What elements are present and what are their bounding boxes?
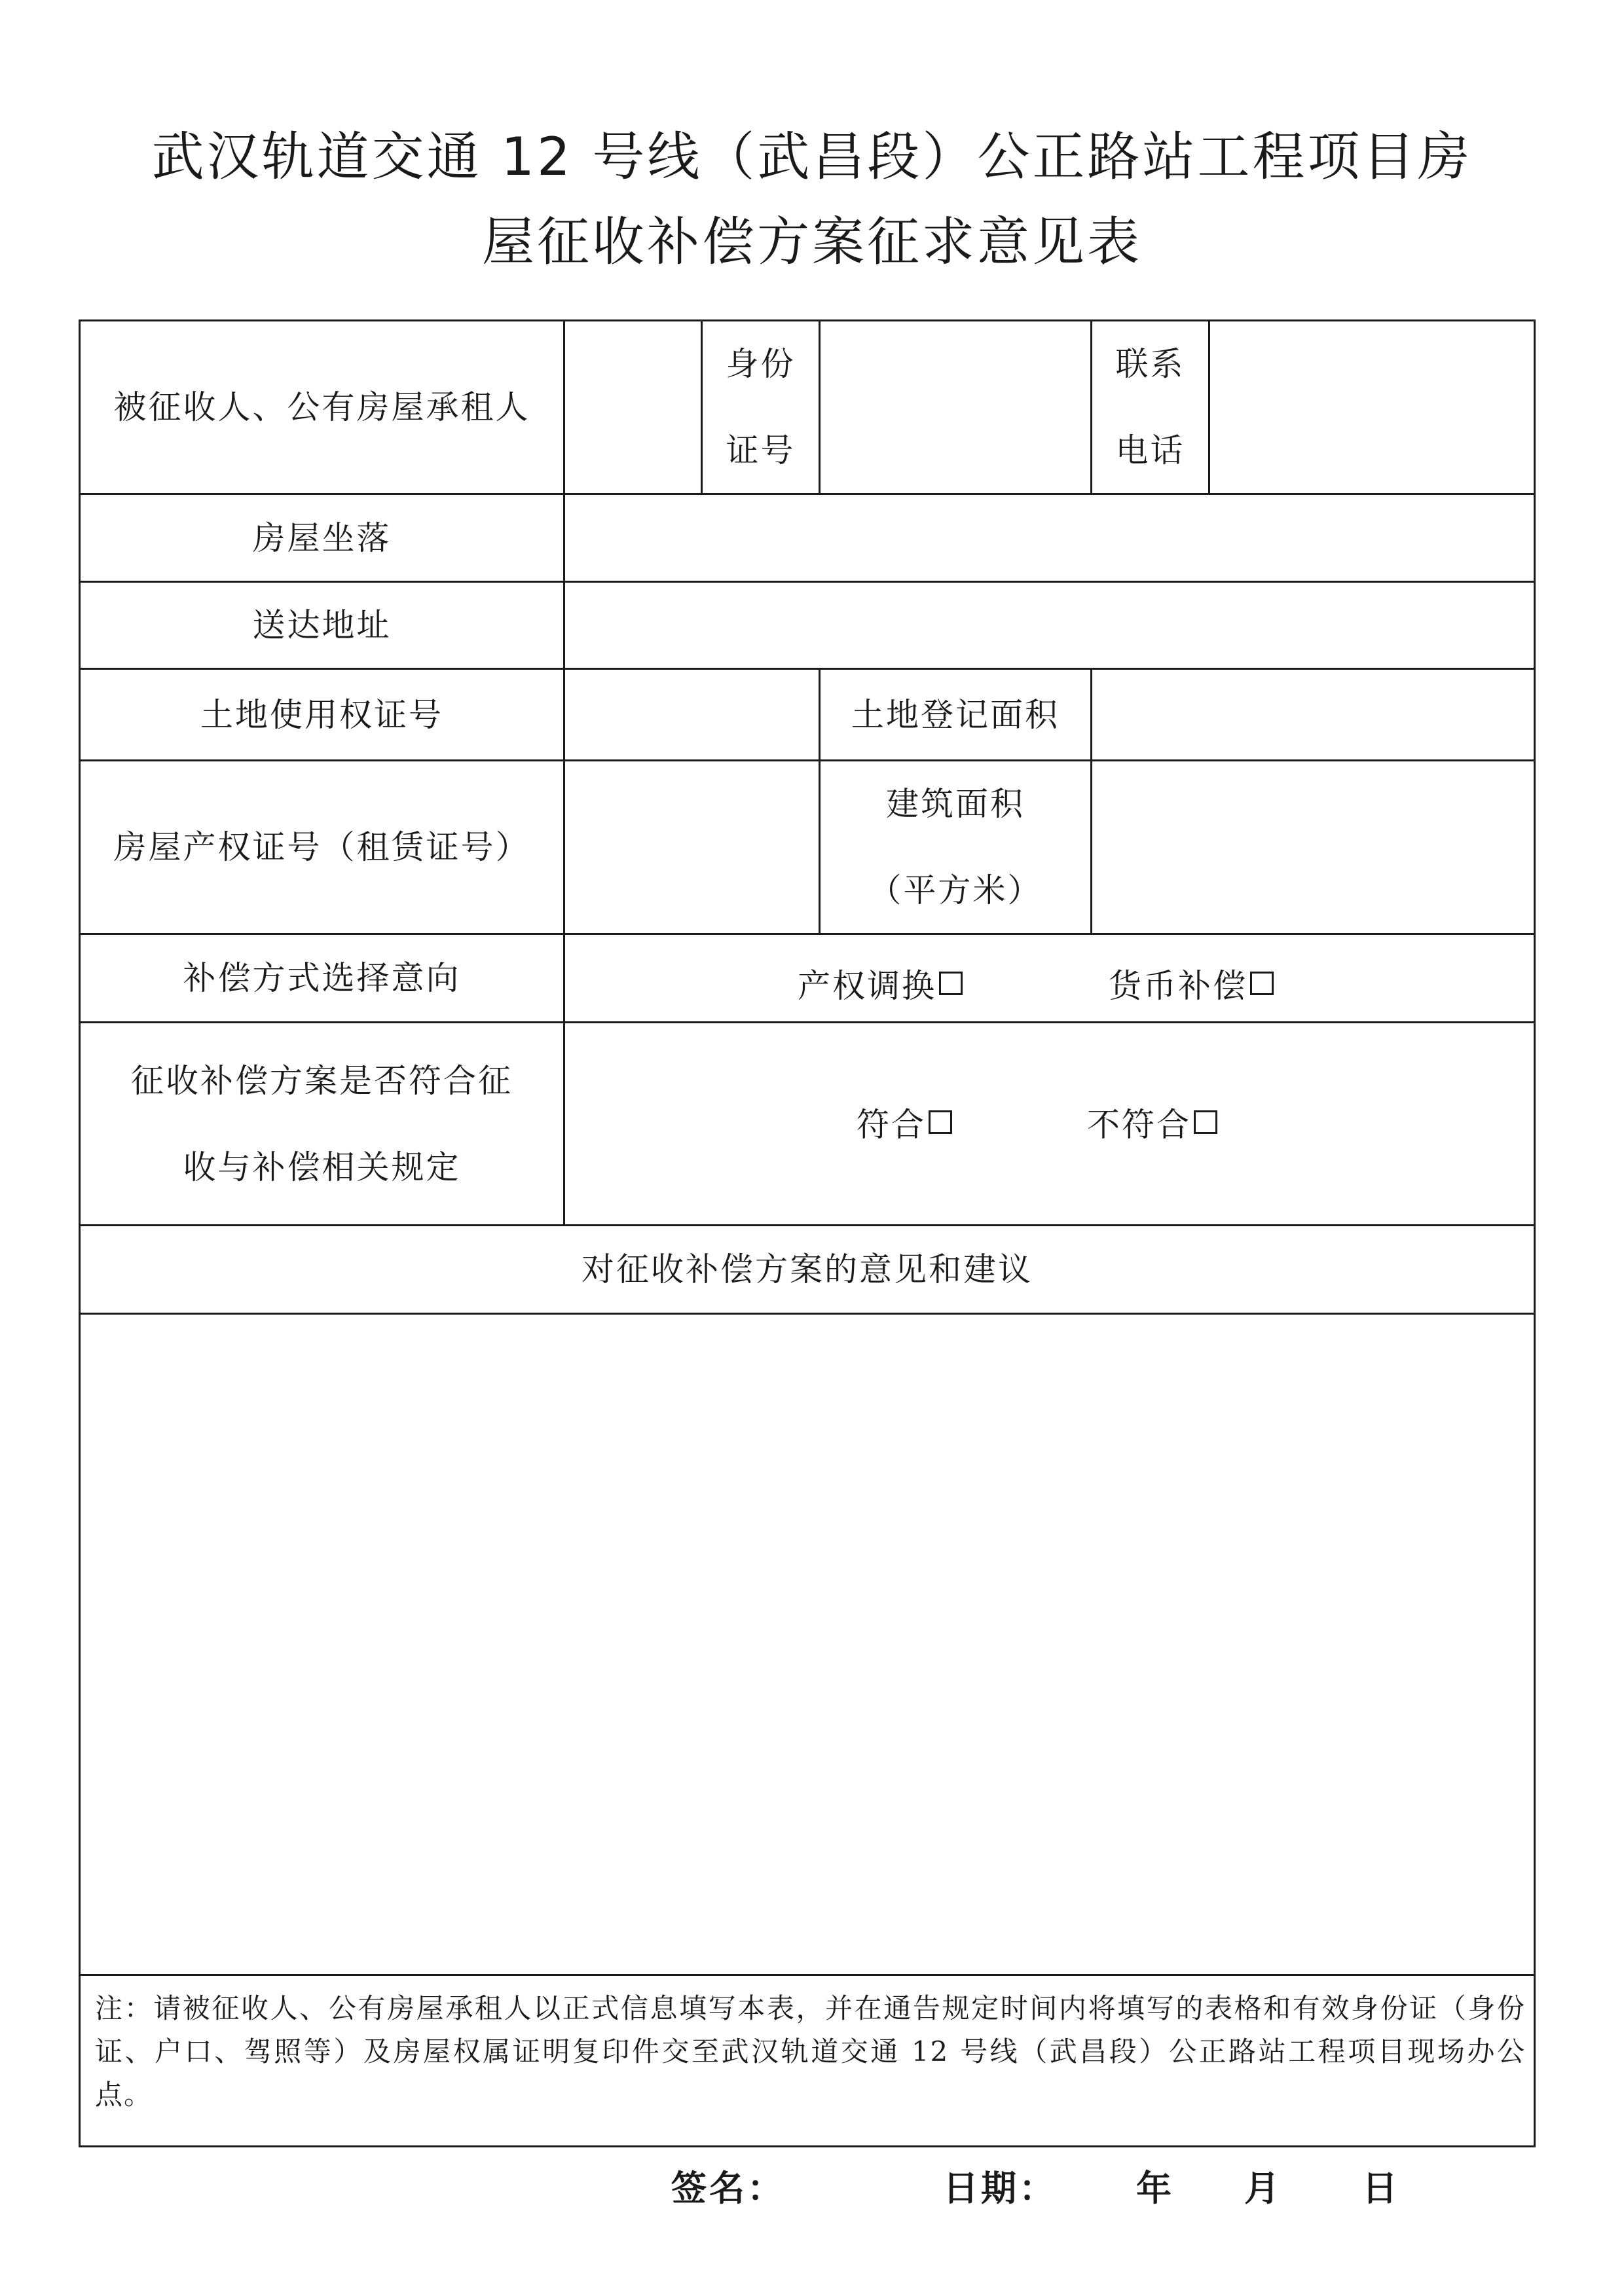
option-not-comply-label: 不符合 <box>1087 1106 1191 1144</box>
phone-label <box>1092 321 1208 493</box>
compliance-options <box>565 1023 1534 1224</box>
phone-label-line-2: 电话 <box>1115 431 1185 469</box>
row-divider <box>79 1974 1536 1976</box>
option-comply[interactable] <box>857 1099 952 1146</box>
building-area-line-2: （平方米） <box>868 871 1043 909</box>
checkbox-icon[interactable] <box>1250 972 1274 995</box>
checkbox-icon[interactable] <box>929 1110 952 1134</box>
opinion-textarea[interactable] <box>81 1315 1534 1974</box>
building-area-line-1: 建筑面积 <box>886 785 1025 823</box>
id-label-line-2: 证号 <box>726 431 796 469</box>
phone-field[interactable] <box>1210 321 1534 493</box>
building-area-label <box>821 761 1090 933</box>
option-property-exchange-label: 产权调换 <box>798 967 936 1005</box>
delivery-address-field[interactable] <box>565 583 1534 668</box>
title-line-2: 屋征收补偿方案征求意见表 <box>482 211 1142 272</box>
checkbox-icon[interactable] <box>1194 1110 1217 1134</box>
signature-label: 签名： <box>671 2167 785 2209</box>
id-number-label <box>703 321 819 493</box>
comp-method-label: 补偿方式选择意向 <box>183 959 461 997</box>
date-label: 日期： <box>943 2167 1057 2209</box>
delivery-address-label: 送达地址 <box>252 606 392 644</box>
compliance-label <box>81 1023 563 1224</box>
option-monetary-comp-label: 货币补偿 <box>1109 967 1247 1005</box>
land-area-label: 土地登记面积 <box>851 695 1060 734</box>
title-line-1: 武汉轨道交通 12 号线（武昌段）公正路站工程项目房 <box>151 126 1473 187</box>
option-comply-label: 符合 <box>857 1106 926 1144</box>
id-number-field[interactable] <box>821 321 1090 493</box>
applicant-label: 被征收人、公有房屋承租人 <box>113 388 530 426</box>
date-day-label: 日 <box>1362 2167 1400 2209</box>
land-cert-field[interactable] <box>565 670 819 759</box>
document-title <box>79 115 1545 285</box>
date-year-label: 年 <box>1136 2167 1174 2209</box>
instruction-note: 注：请被征收人、公有房屋承租人以正式信息填写本表，并在通告规定时间内将填写的表格和有效身份证（身份证、户口、驾照等）及房屋权属证明复印件交至武汉轨道交通 12 号线（武昌段）公正路站工程项目现场办公点。 <box>95 1992 1526 2111</box>
compliance-label-line-1: 征收补偿方案是否符合征 <box>131 1061 513 1100</box>
checkbox-icon[interactable] <box>939 972 963 995</box>
date-month-label: 月 <box>1244 2167 1282 2209</box>
option-monetary-comp[interactable] <box>1109 960 1274 1007</box>
land-cert-label: 土地使用权证号 <box>200 695 443 734</box>
phone-label-line-1: 联系 <box>1115 345 1185 383</box>
location-field[interactable] <box>565 495 1534 581</box>
comp-method-options <box>565 935 1534 1021</box>
table-border-bottom <box>79 2145 1536 2147</box>
id-label-line-1: 身份 <box>726 345 796 383</box>
option-not-comply[interactable] <box>1087 1099 1217 1146</box>
land-area-field[interactable] <box>1092 670 1534 759</box>
property-cert-field[interactable] <box>565 761 819 933</box>
building-area-field[interactable] <box>1092 761 1534 933</box>
table-border-right <box>1534 319 1536 2147</box>
compliance-label-line-2: 收与补偿相关规定 <box>183 1148 461 1186</box>
property-cert-label: 房屋产权证号（租赁证号） <box>113 828 530 866</box>
opinion-header: 对征收补偿方案的意见和建议 <box>581 1250 1033 1288</box>
location-label: 房屋坐落 <box>252 519 392 557</box>
applicant-name-field[interactable] <box>565 321 701 493</box>
signature-field[interactable] <box>776 2160 933 2206</box>
option-property-exchange[interactable] <box>798 960 963 1007</box>
